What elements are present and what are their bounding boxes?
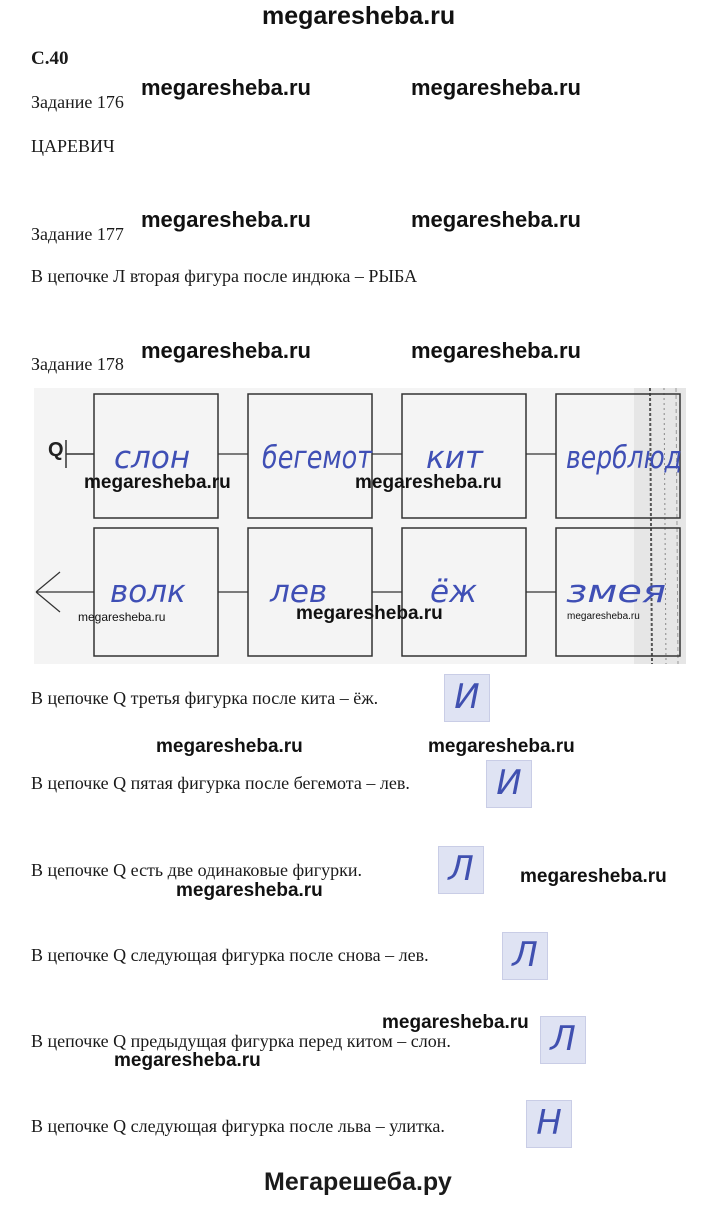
- watermark: megaresheba.ru: [567, 611, 640, 622]
- chain-word-top-2: бегемот: [262, 440, 373, 476]
- answer-mark: И: [454, 677, 480, 717]
- answer-mark-box: [486, 760, 532, 808]
- task-178-title: Задание 178: [31, 354, 124, 374]
- watermark: megaresheba.ru: [382, 1012, 529, 1033]
- chain-word-bottom-2: лев: [270, 574, 328, 610]
- watermark: megaresheba.ru: [355, 472, 502, 493]
- watermark: megaresheba.ru: [156, 736, 303, 757]
- watermark: megaresheba.ru: [141, 75, 311, 100]
- answer-mark: Н: [536, 1103, 562, 1143]
- chain-label: Q: [48, 439, 64, 461]
- watermark: megaresheba.ru: [411, 75, 581, 100]
- statement-text: В цепочке Q следующая фигурка после снова – лев.: [31, 945, 429, 965]
- chain-word-bottom-3: ёж: [430, 574, 477, 610]
- statement-text: В цепочке Q следующая фигурка после льва – улитка.: [31, 1116, 445, 1136]
- task-177-answer: В цепочке Л вторая фигура после индюка – РЫБА: [31, 266, 418, 286]
- statement-text: В цепочке Q есть две одинаковые фигурки.: [31, 860, 363, 880]
- watermark: megaresheba.ru: [114, 1050, 261, 1071]
- chain-word-bottom-4: змея: [566, 574, 666, 610]
- chain-word-bottom-1: волк: [110, 574, 186, 610]
- answer-mark: Л: [550, 1019, 576, 1059]
- watermark: megaresheba.ru: [141, 207, 311, 232]
- footer-watermark: Мегарешеба.ру: [264, 1168, 452, 1196]
- chain-word-top-4: верблюд: [566, 440, 682, 476]
- task-176-answer: ЦАРЕВИЧ: [31, 136, 115, 156]
- answer-mark: И: [496, 763, 522, 803]
- header-watermark: megaresheba.ru: [262, 2, 456, 30]
- watermark: megaresheba.ru: [411, 207, 581, 232]
- answer-mark-box: [444, 674, 490, 722]
- watermark: megaresheba.ru: [176, 880, 323, 901]
- statement-text: В цепочке Q предыдущая фигурка перед китом – слон.: [31, 1031, 451, 1051]
- chain-word-top-3: кит: [426, 440, 483, 476]
- statement-text: В цепочке Q пятая фигурка после бегемота – лев.: [31, 773, 410, 793]
- watermark: megaresheba.ru: [411, 338, 581, 363]
- page-label: С.40: [31, 48, 69, 69]
- answer-mark: Л: [448, 849, 474, 889]
- answer-mark-box: [438, 846, 484, 894]
- answer-mark: Л: [512, 935, 538, 975]
- chain-word-top-1: слон: [114, 440, 191, 476]
- task-177-title: Задание 177: [31, 224, 124, 244]
- answer-mark-box: [540, 1016, 586, 1064]
- watermark: megaresheba.ru: [296, 603, 443, 624]
- answer-mark-box: [526, 1100, 572, 1148]
- watermark: megaresheba.ru: [78, 610, 166, 624]
- watermark: megaresheba.ru: [520, 866, 667, 887]
- watermark: megaresheba.ru: [428, 736, 575, 757]
- task-176-title: Задание 176: [31, 92, 124, 112]
- watermark: megaresheba.ru: [84, 472, 231, 493]
- answer-mark-box: [502, 932, 548, 980]
- watermark: megaresheba.ru: [141, 338, 311, 363]
- statement-text: В цепочке Q третья фигурка после кита – ёж.: [31, 688, 379, 708]
